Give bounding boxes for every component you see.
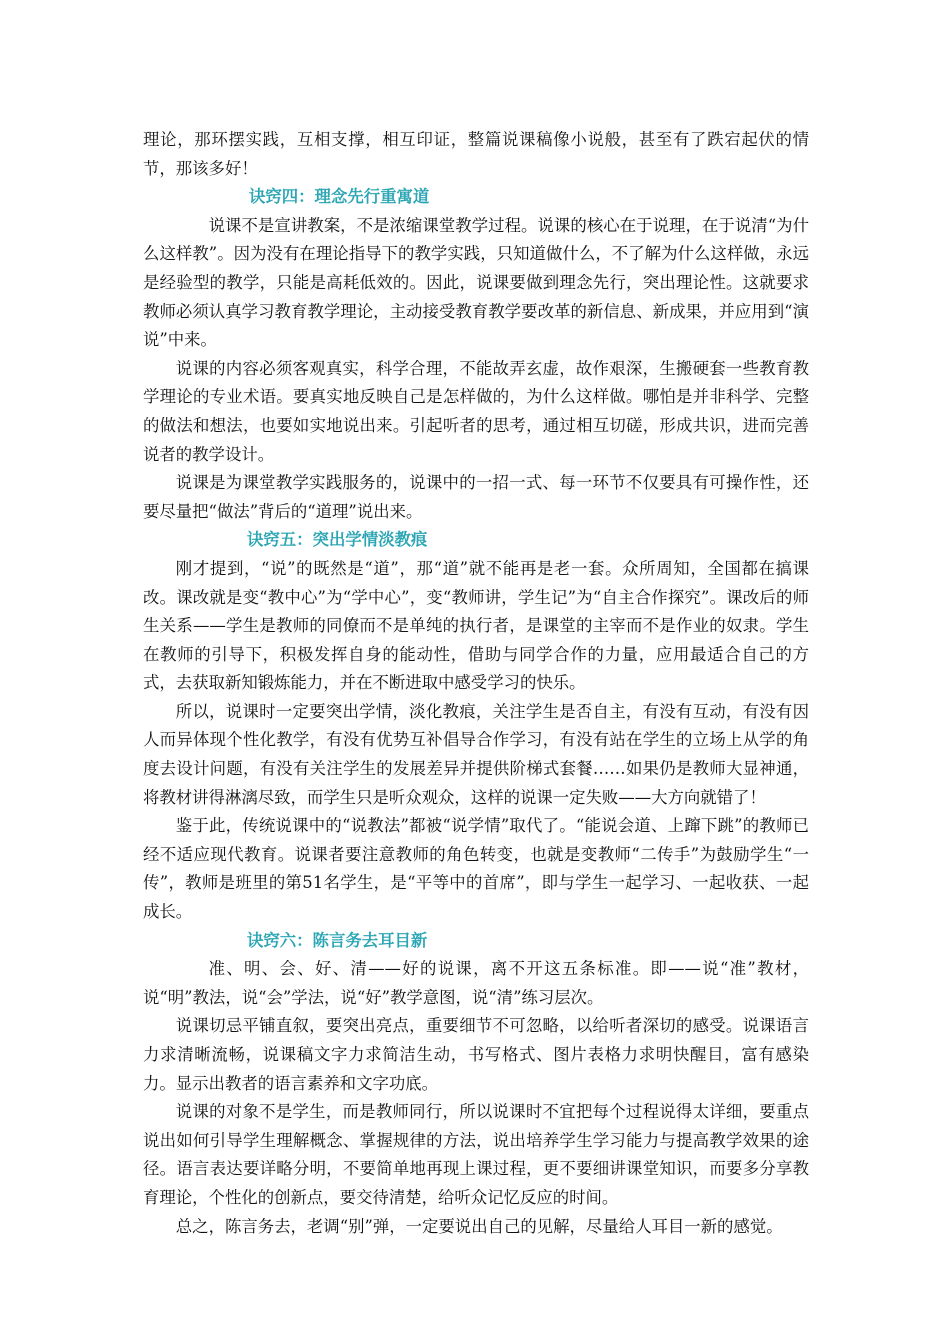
paragraph: 总之，陈言务去，老调“别”弹，一定要说出自己的见解，尽量给人耳目一新的感觉。 [175, 1216, 783, 1236]
section-heading-6: 诀窍六：陈言务去耳目新 [247, 930, 428, 950]
paragraph: 准、明、会、好、清——好的说课，离不开这五条标准。即——说“准”教材，说“明”教法，说“会”学法，说“好”教学意图，说“清”练习层次。 [143, 959, 809, 1007]
document-body [143, 126, 809, 1241]
paragraph-continuation: 理论，那环摆实践，互相支撑，相互印证，整篇说课稿像小说般，甚至有了跌宕起伏的情节，那该多好！ [143, 130, 809, 178]
section-heading-5: 诀窍五：突出学情淡教痕 [247, 530, 428, 550]
paragraph: 所以，说课时一定要突出学情，淡化教痕，关注学生是否自主，有没有互动，有没有因人而异体现个性化教学，有没有优势互补倡导合作学习，有没有站在学生的立场上从学的角度去设计问题，有没有关注学生的发展差异并提供阶梯式套餐……如果仍是教师大显神通，将教材讲得淋漓尽致，而学生只是听众观众，这样的说课一定失败——大方向就错了！ [143, 701, 809, 807]
paragraph: 说课的内容必须客观真实，科学合理，不能故弄玄虚，故作艰深，生搬硬套一些教育教学理论的专业术语。要真实地反映自己是怎样做的，为什么这样做。哪怕是并非科学、完整的做法和想法，也要如实地说出来。引起听者的思考，通过相互切磋，形成共识，进而完善说者的教学设计。 [143, 358, 809, 464]
paragraph: 说课的对象不是学生，而是教师同行，所以说课时不宜把每个过程说得太详细，要重点说出如何引导学生理解概念、掌握规律的方法，说出培养学生学习能力与提高教学效果的途径。语言表达要详略分明，不要简单地再现上课过程，更不要细讲课堂知识，而要多分享教育理论，个性化的创新点，要交待清楚，给听众记忆反应的时间。 [143, 1102, 809, 1207]
paragraph: 鉴于此，传统说课中的“说教法”都被“说学情”取代了。“能说会道、上蹿下跳”的教师已经不适应现代教育。说课者要注意教师的角色转变，也就是变教师“二传手”为鼓励学生“一传”，教师是班里的第51名学生，是“平等中的首席”，即与学生一起学习、一起收获、一起成长。 [143, 816, 809, 922]
paragraph: 说课切忌平铺直叙，要突出亮点，重要细节不可忽略，以给听者深切的感受。说课语言力求清晰流畅，说课稿文字力求简洁生动，书写格式、图片表格力求明快醒目，富有感染力。显示出教者的语言素养和文字功底。 [143, 1016, 809, 1093]
paragraph: 说课是为课堂教学实践服务的，说课中的一招一式、每一环节不仅要具有可操作性，还要尽量把“做法”背后的“道理”说出来。 [143, 473, 809, 521]
paragraph: 说课不是宣讲教案，不是浓缩课堂教学过程。说课的核心在于说理，在于说清“为什么这样教”。因为没有在理论指导下的教学实践，只知道做什么，不了解为什么这样做，永远是经验型的教学，只能是高耗低效的。因此，说课要做到理念先行，突出理论性。这就要求教师必须认真学习教育教学理论，主动接受教育教学要改革的新信息、新成果，并应用到“演说”中来。 [143, 215, 809, 350]
paragraph: 刚才提到，“说”的既然是“道”，那“道”就不能再是老一套。众所周知，全国都在搞课改。课改就是变“教中心”为“学中心”，变“教师讲，学生记”为“自主合作探究”。课改后的师生关系——学生是教师的同僚而不是单纯的执行者，是课堂的主宰而不是作业的奴隶。学生在教师的引导下，积极发挥自身的能动性，借助与同学合作的力量，应用最适合自己的方式，去获取新知锻炼能力，并在不断进取中感受学习的快乐。 [143, 558, 809, 693]
section-heading-4: 诀窍四：理念先行重寓道 [249, 187, 430, 207]
